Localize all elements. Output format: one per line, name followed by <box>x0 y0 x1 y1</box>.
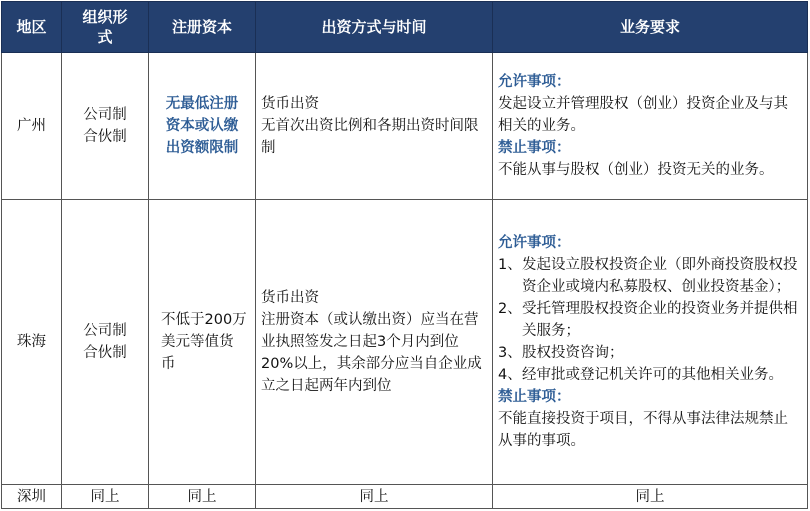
cell-business: 同上 <box>493 485 808 509</box>
allowed-text: 发起设立并管理股权（创业）投资企业及与其相关的业务。 <box>498 96 788 134</box>
cell-capital: 无最低注册资本或认缴出资额限制 <box>149 53 256 200</box>
cell-capital: 同上 <box>149 485 256 509</box>
cell-org-form: 同上 <box>62 485 149 509</box>
item-number: 1、 <box>498 257 522 273</box>
contribution-line: 货币出资 <box>261 96 319 112</box>
item-text: 受托管理股权投资企业的投资业务并提供相关服务； <box>522 301 798 339</box>
list-item <box>498 342 802 364</box>
item-number: 4、 <box>498 367 522 383</box>
header-business: 业务要求 <box>493 2 808 53</box>
cell-capital: 不低于200万美元等值货币 <box>149 200 256 485</box>
cell-region: 深圳 <box>2 485 62 509</box>
cell-region: 珠海 <box>2 200 62 485</box>
cell-business <box>493 53 808 200</box>
cell-contribution: 同上 <box>256 485 493 509</box>
contribution-line: 无首次出资比例和各期出资时间限制 <box>261 118 479 156</box>
table-row <box>2 200 808 485</box>
item-text: 经审批或登记机关许可的其他相关业务。 <box>522 367 783 383</box>
header-org-form: 组织形式 <box>62 2 149 53</box>
cell-org-form: 公司制合伙制 <box>62 200 149 485</box>
cell-business <box>493 200 808 485</box>
list-item <box>498 364 802 386</box>
table-row <box>2 485 808 509</box>
item-number: 2、 <box>498 301 522 317</box>
contribution-line: 货币出资 <box>261 290 319 306</box>
table-row <box>2 53 808 200</box>
header-region: 地区 <box>2 2 62 53</box>
cell-org-form: 公司制合伙制 <box>62 53 149 200</box>
cell-contribution <box>256 53 493 200</box>
allowed-label: 允许事项： <box>498 74 571 90</box>
header-row <box>2 2 808 53</box>
cell-region: 广州 <box>2 53 62 200</box>
item-text: 发起设立股权投资企业（即外商投资股权投资企业或境内私募股权、创业投资基金）； <box>522 257 798 295</box>
list-item <box>498 254 802 298</box>
contribution-line: 注册资本（或认缴出资）应当在营业执照签发之日起3个月内到位20%以上，其余部分应当自企业成立之日起两年内到位 <box>261 312 482 394</box>
forbidden-label: 禁止事项： <box>498 140 571 156</box>
policy-table <box>1 1 808 509</box>
cell-contribution <box>256 200 493 485</box>
header-contribution: 出资方式与时间 <box>256 2 493 53</box>
item-number: 3、 <box>498 345 522 361</box>
forbidden-label: 禁止事项： <box>498 389 571 405</box>
forbidden-text: 不能直接投资于项目，不得从事法律法规禁止从事的事项。 <box>498 411 788 449</box>
item-text: 股权投资咨询； <box>522 345 624 361</box>
list-item <box>498 298 802 342</box>
header-capital: 注册资本 <box>149 2 256 53</box>
forbidden-text: 不能从事与股权（创业）投资无关的业务。 <box>498 162 774 178</box>
allowed-label: 允许事项： <box>498 235 571 251</box>
